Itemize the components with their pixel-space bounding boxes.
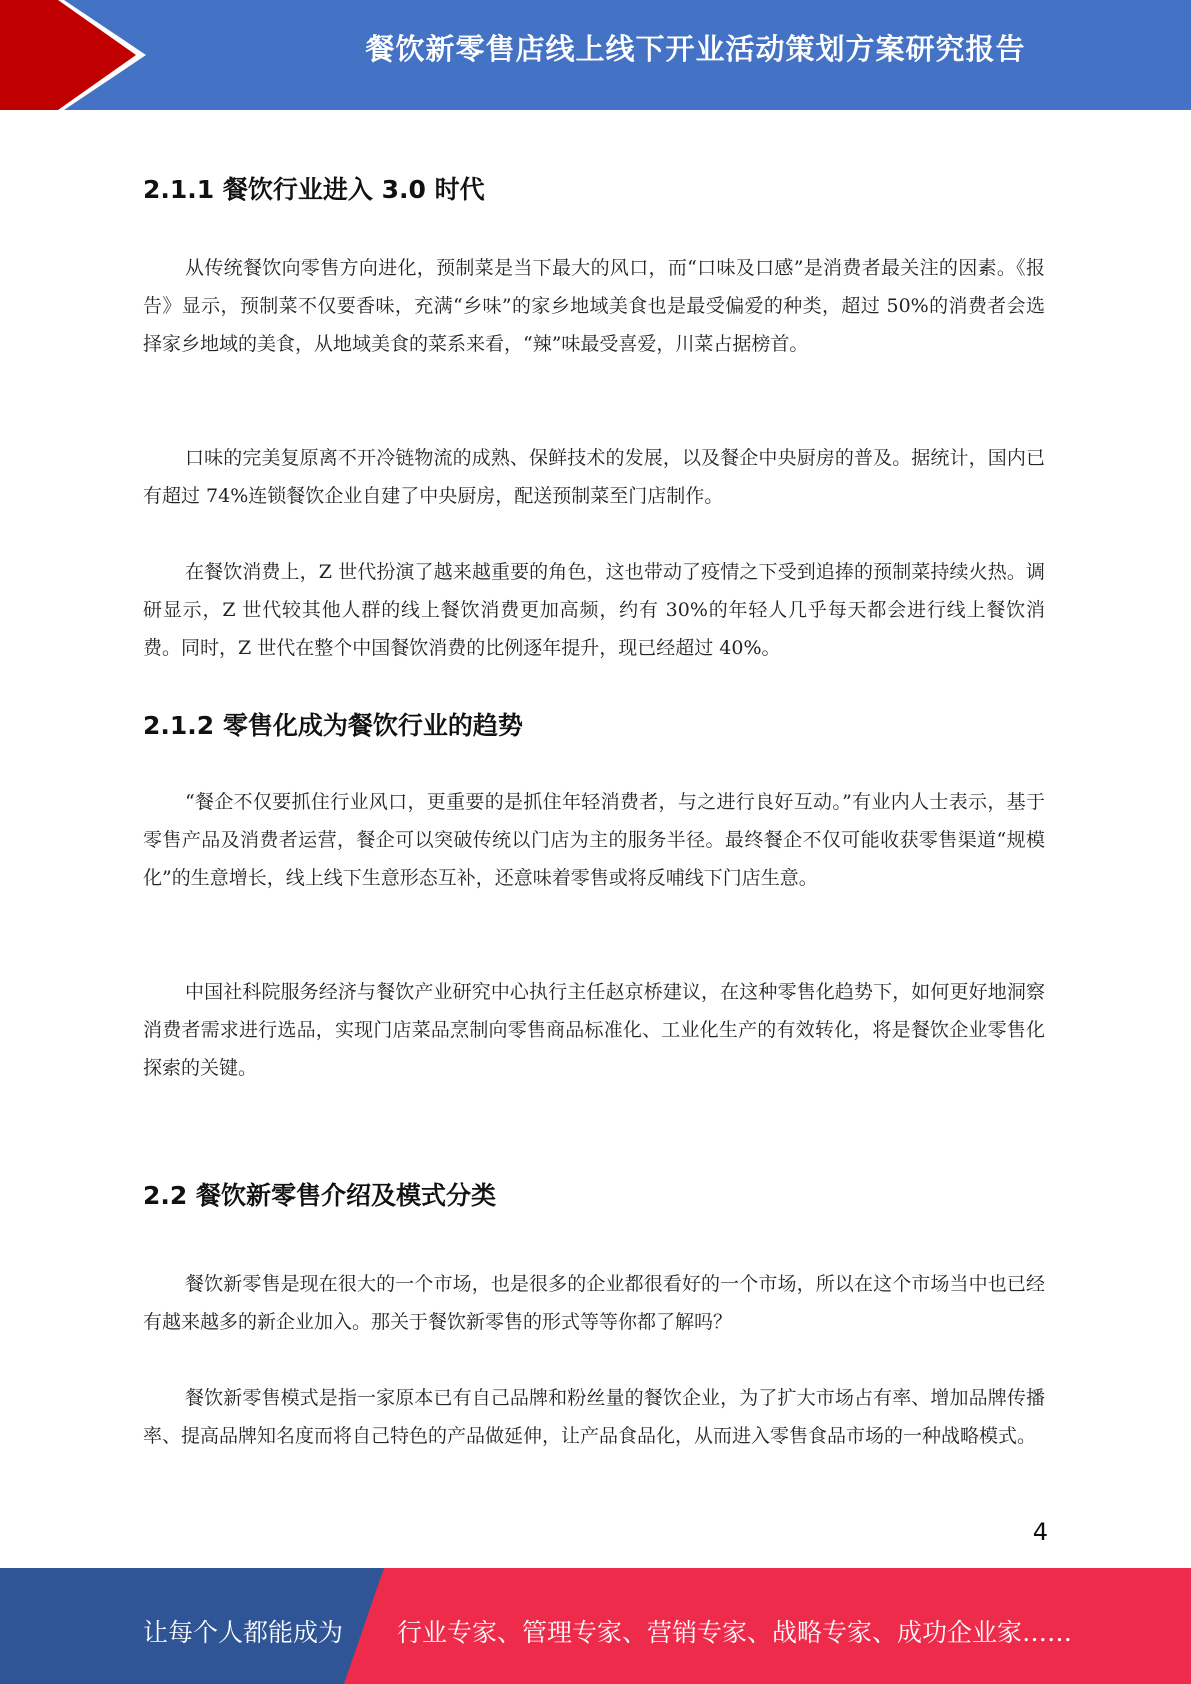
section-heading-2-2: 2.2 餐饮新零售介绍及模式分类: [143, 1181, 496, 1210]
page-footer: [0, 1568, 1191, 1684]
paragraph: 餐饮新零售是现在很大的一个市场，也是很多的企业都很看好的一个市场，所以在这个市场当中也已经有越来越多的新企业加入。那关于餐饮新零售的形式等等你都了解吗？: [143, 1273, 1045, 1333]
footer-slogan-right: 行业专家、管理专家、营销专家、战略专家、成功企业家……: [397, 1618, 1073, 1647]
section-heading-2-1-1: 2.1.1 餐饮行业进入 3.0 时代: [143, 175, 485, 204]
page-header: [0, 0, 1191, 110]
footer-slogan-left: 让每个人都能成为: [143, 1618, 344, 1647]
section-heading-2-1-2: 2.1.2 零售化成为餐饮行业的趋势: [143, 711, 523, 740]
paragraph: 从传统餐饮向零售方向进化，预制菜是当下最大的风口，而“口味及口感”是消费者最关注的因素。《报告》显示，预制菜不仅要香味，充满“乡味”的家乡地域美食也是最受偏爱的种类，超过 50%的消费者会选择家乡地域的美食，从地域美食的菜系来看，“辣”味最受喜爱，川菜占据榜首。: [143, 257, 1045, 355]
paragraph: 在餐饮消费上，Z 世代扮演了越来越重要的角色，这也带动了疫情之下受到追捧的预制菜持续火热。调研显示，Z 世代较其他人群的线上餐饮消费更加高频，约有 30%的年轻人几乎每天都会进行线上餐饮消费。同时，Z 世代在整个中国餐饮消费的比例逐年提升，现已经超过 40%。: [143, 561, 1045, 659]
paragraph: “餐企不仅要抓住行业风口，更重要的是抓住年轻消费者，与之进行良好互动。”有业内人士表示，基于零售产品及消费者运营，餐企可以突破传统以门店为主的服务半径。最终餐企不仅可能收获零售渠道“规模化”的生意增长，线上线下生意形态互补，还意味着零售或将反哺线下门店生意。: [143, 791, 1045, 889]
page-number: 4: [1032, 1518, 1048, 1546]
paragraph: 餐饮新零售模式是指一家原本已有自己品牌和粉丝量的餐饮企业，为了扩大市场占有率、增加品牌传播率、提高品牌知名度而将自己特色的产品做延伸，让产品食品化，从而进入零售食品市场的一种战略模式。: [143, 1387, 1045, 1447]
paragraph: 中国社科院服务经济与餐饮产业研究中心执行主任赵京桥建议，在这种零售化趋势下，如何更好地洞察消费者需求进行选品，实现门店菜品烹制向零售商品标准化、工业化生产的有效转化，将是餐饮企业零售化探索的关键。: [143, 981, 1045, 1079]
document-title: 餐饮新零售店线上线下开业活动策划方案研究报告: [365, 32, 1026, 66]
paragraph: 口味的完美复原离不开冷链物流的成熟、保鲜技术的发展，以及餐企中央厨房的普及。据统计，国内已有超过 74%连锁餐饮企业自建了中央厨房，配送预制菜至门店制作。: [143, 447, 1045, 507]
